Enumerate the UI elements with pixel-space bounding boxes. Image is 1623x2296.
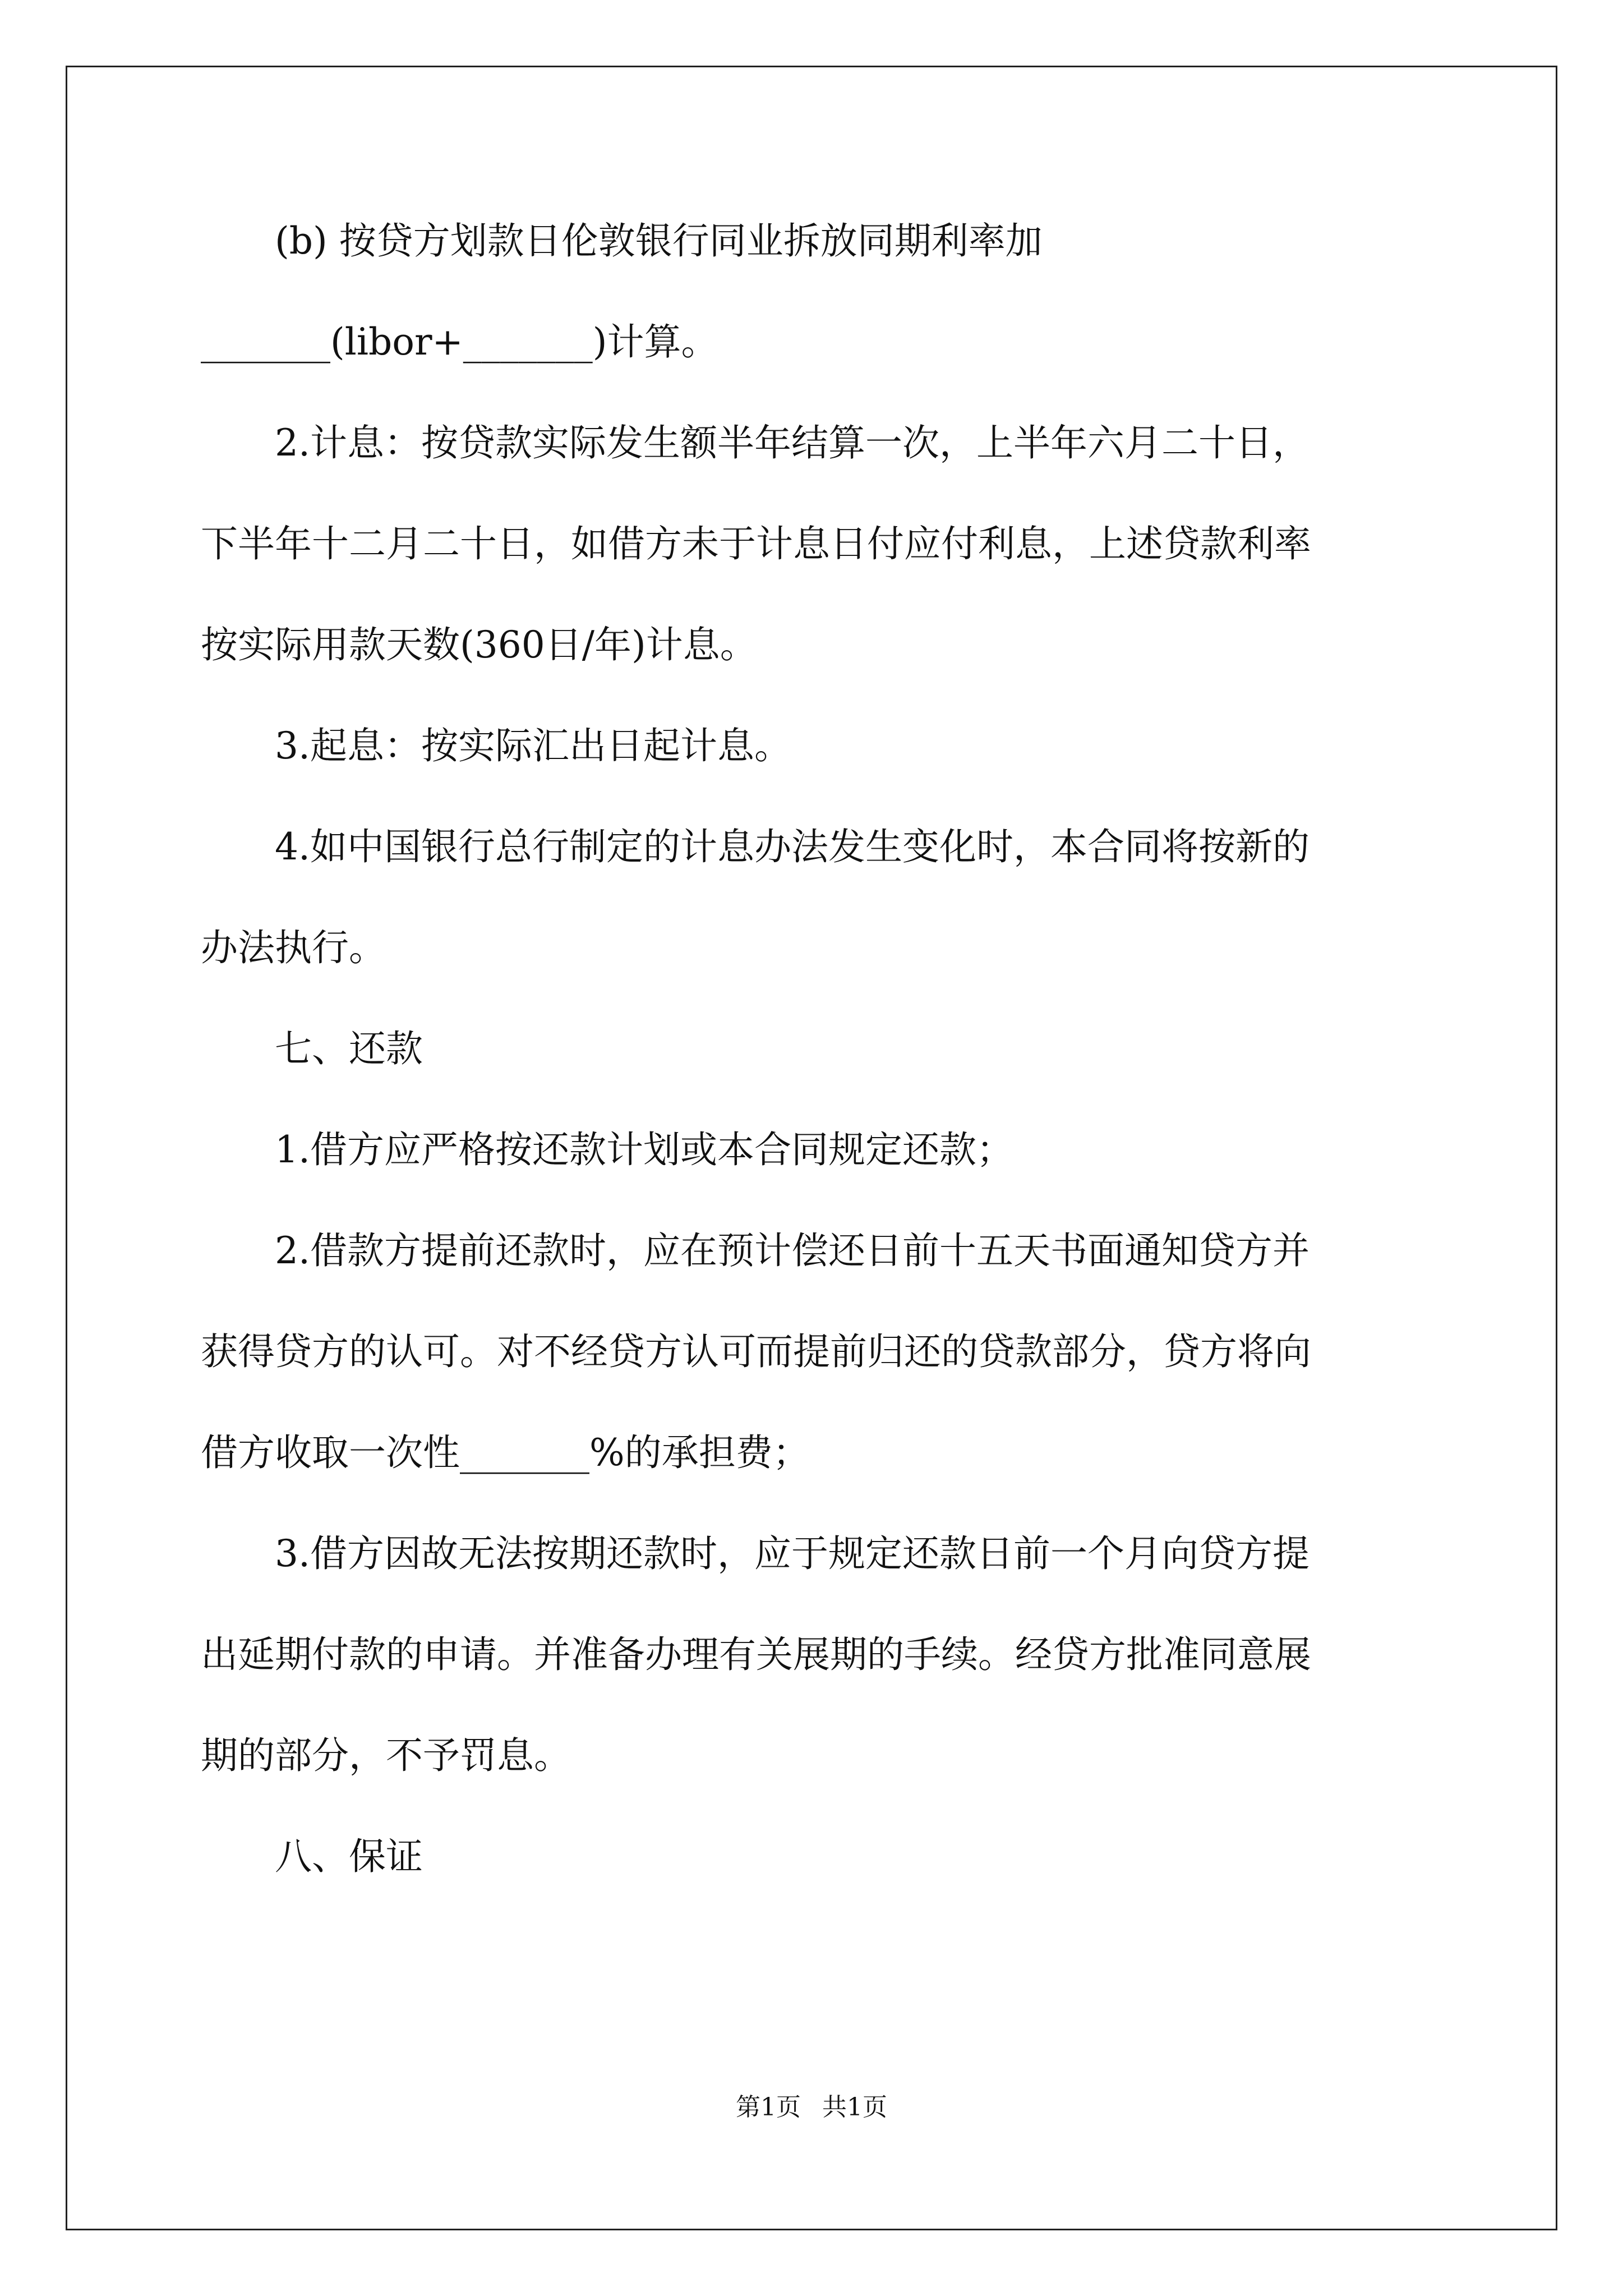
text-line: 获得贷方的认可。对不经贷方认可而提前归还的贷款部分，贷方将向: [201, 1330, 1311, 1373]
text-line: 办法执行。: [201, 926, 386, 969]
text-line: 3.借方因故无法按期还款时，应于规定还款日前一个月向贷方提: [201, 1532, 1310, 1575]
text-line: _______(libor+_______)计算。: [201, 320, 718, 364]
text-line: 2.计息：按贷款实际发生额半年结算一次，上半年六月二十日，: [201, 421, 1310, 464]
section-heading: 八、保证: [201, 1835, 423, 1878]
text-line: 出延期付款的申请。并准备办理有关展期的手续。经贷方批准同意展: [201, 1633, 1311, 1676]
text-line: 2.借款方提前还款时，应在预计偿还日前十五天书面通知贷方并: [201, 1229, 1310, 1272]
text-line: (b) 按贷方划款日伦敦银行同业拆放同期利率加: [201, 219, 1043, 263]
text-line: 按实际用款天数(360日/年)计息。: [201, 623, 757, 666]
section-heading: 七、还款: [201, 1027, 423, 1070]
text-line: 借方收取一次性_______%的承担费；: [201, 1431, 810, 1474]
page-number: 第1页: [736, 2093, 801, 2122]
text-line: 下半年十二月二十日，如借方未于计息日付应付利息，上述贷款利率: [201, 522, 1311, 565]
text-line: 1.借方应严格按还款计划或本合同规定还款；: [201, 1128, 1013, 1171]
text-line: 期的部分，不予罚息。: [201, 1734, 571, 1777]
text-line: 3.起息：按实际汇出日起计息。: [201, 724, 791, 767]
page-total: 共1页: [822, 2093, 887, 2122]
text-line: 4.如中国银行总行制定的计息办法发生变化时，本合同将按新的: [201, 825, 1310, 868]
page-footer: [0, 2087, 1623, 2123]
